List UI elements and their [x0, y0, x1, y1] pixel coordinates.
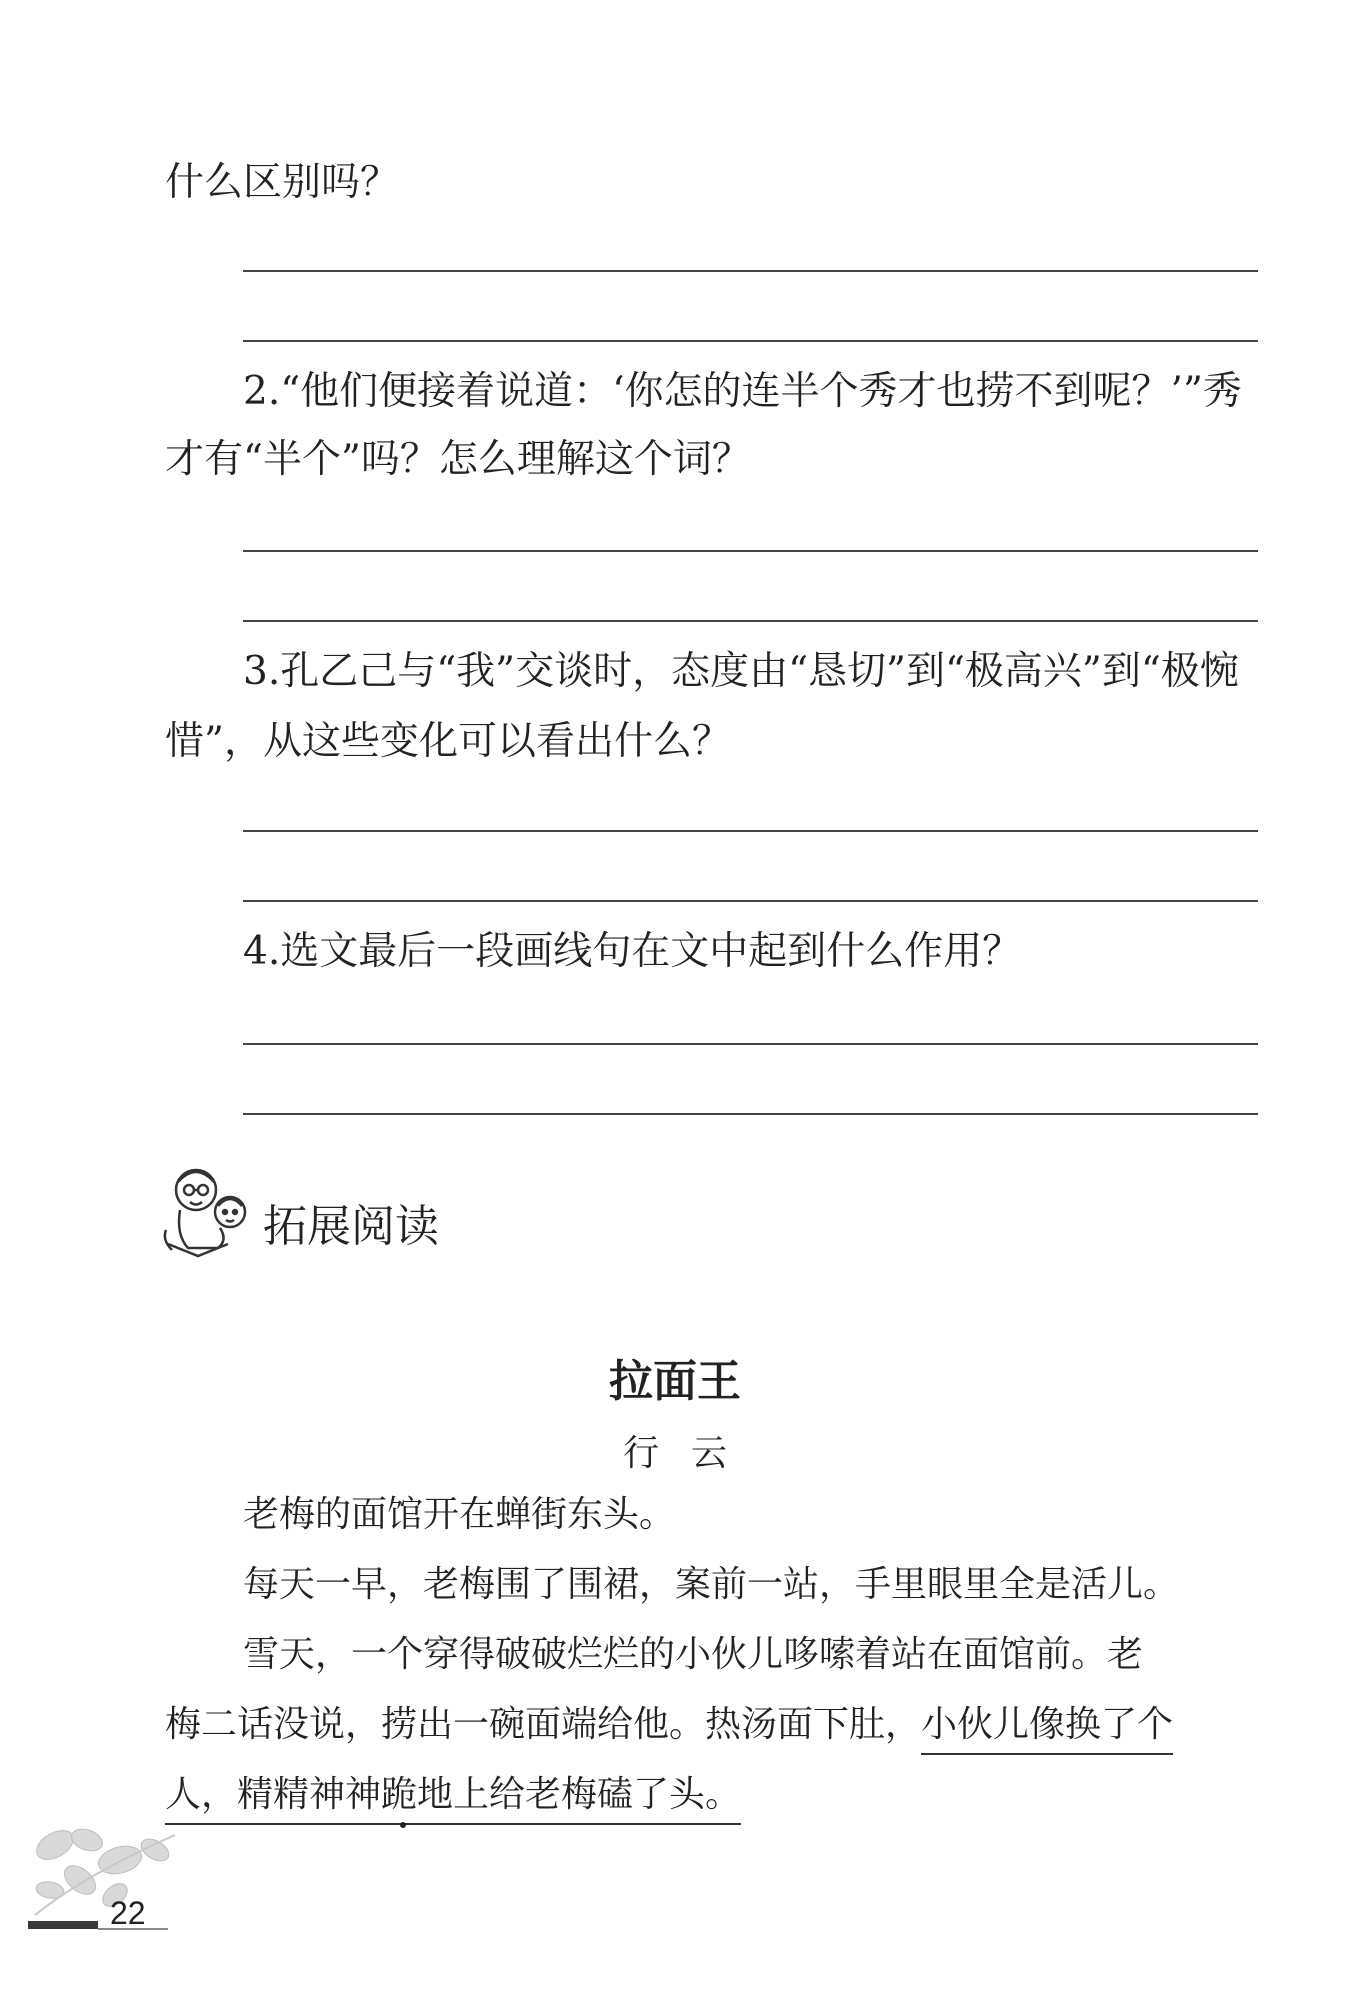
article-author: 行云: [622, 1433, 759, 1474]
emphasis-dot: [400, 1822, 406, 1828]
question-2-line-1: 2.“他们便接着说道：‘你怎的连半个秀才也捞不到呢？’”秀: [243, 369, 1242, 414]
article-title: 拉面王: [609, 1356, 741, 1407]
question-2-line-2: 才有“半个”吗？怎么理解这个词？: [165, 437, 751, 482]
paragraph-3-text: 梅二话没说，捞出一碗面端给他。热汤面下肚，: [165, 1704, 922, 1745]
answer-line[interactable]: [243, 270, 1258, 272]
page-bar: [28, 1921, 98, 1929]
paragraph-3-line-3: [165, 1774, 742, 1815]
underlined-sentence: 人，精精神神跪地上给老梅磕了头。: [165, 1774, 741, 1825]
answer-line[interactable]: [243, 620, 1258, 622]
reading-kids-icon: [158, 1160, 262, 1264]
page-number: 22: [110, 1895, 146, 1931]
leaf-decoration-icon: [25, 1815, 180, 1935]
question-3-line-1: 3.孔乙己与“我”交谈时，态度由“恳切”到“极高兴”到“极惋: [243, 649, 1239, 694]
answer-line[interactable]: [243, 900, 1258, 902]
answer-line[interactable]: [243, 550, 1258, 552]
question-1-tail: 什么区别吗？: [165, 160, 400, 205]
paragraph-3-line-1: 雪天，一个穿得破破烂烂的小伙儿哆嗦着站在面馆前。老: [243, 1634, 1144, 1675]
answer-line[interactable]: [243, 830, 1258, 832]
answer-line[interactable]: [243, 340, 1258, 342]
paragraph-2: 每天一早，老梅围了围裙，案前一站，手里眼里全是活儿。: [243, 1564, 1180, 1605]
underlined-sentence: 小伙儿像换了个: [921, 1704, 1173, 1755]
paragraph-1: 老梅的面馆开在蝉街东头。: [243, 1494, 676, 1535]
question-4-line-1: 4.选文最后一段画线句在文中起到什么作用？: [243, 929, 1022, 974]
section-heading: 拓展阅读: [263, 1201, 439, 1252]
paragraph-3-line-2: [165, 1704, 1174, 1745]
answer-line[interactable]: [243, 1113, 1258, 1115]
answer-line[interactable]: [243, 1043, 1258, 1045]
question-3-line-2: 惜”，从这些变化可以看出什么？: [165, 719, 731, 764]
